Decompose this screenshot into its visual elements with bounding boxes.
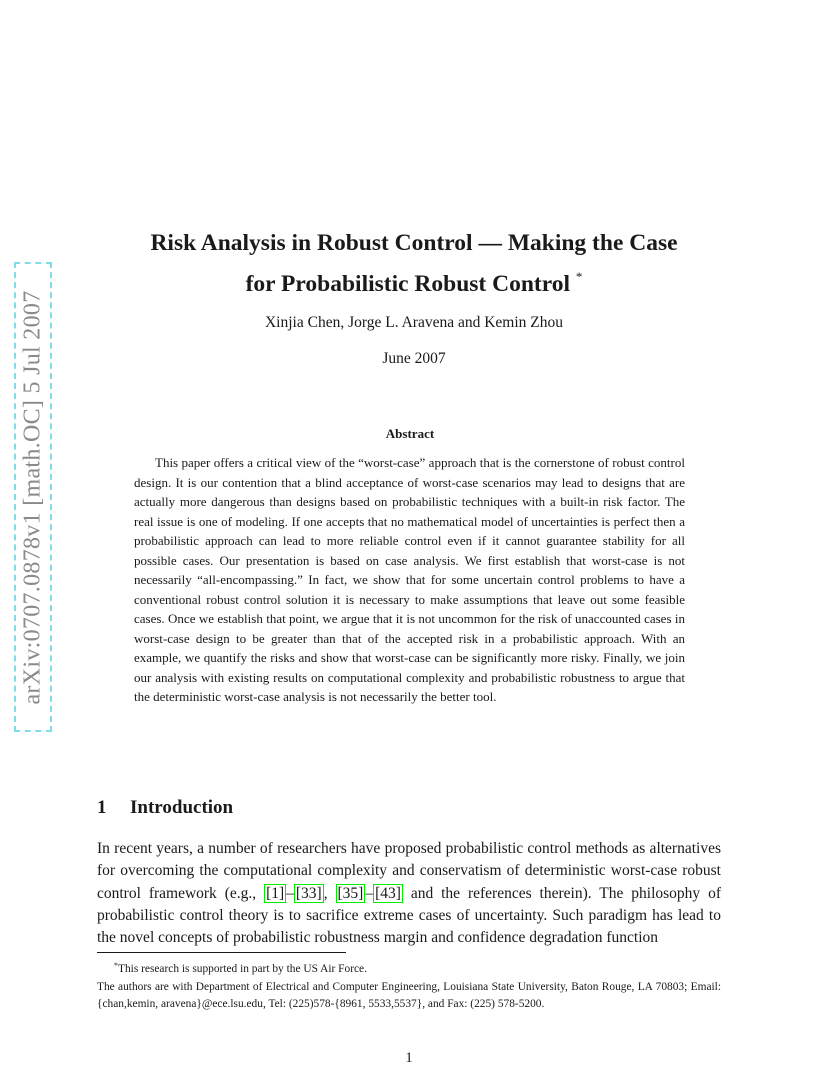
section-heading-introduction [97,797,233,819]
arxiv-identifier: arXiv:0707.0878v1 [math.OC] 5 Jul 2007 [19,289,46,705]
authors: Xinjia Chen, Jorge L. Aravena and Kemin Zhou [264,314,564,331]
intro-dash-2: – [365,884,374,902]
footnote-support [97,957,721,979]
footnote-affiliation: The authors are with Department of Electrical and Computer Engineering, Louisiana State University, Baton Rouge, LA 70803; Email: {chan,kemin, aravena}@ece.lsu.edu, Tel: (225)578-{8961, 5533,5537}, and Fax: (225) 578-5200. [97,980,721,1011]
page-number: 1 [405,1050,413,1066]
title-line-1: Risk Analysis in Robust Control — Making the Case [150,230,678,256]
arxiv-stamp [14,262,52,732]
intro-dash-1: – [286,884,294,902]
title-line-2 [0,260,828,301]
intro-text-1: In recent years, a number of researchers have proposed probabilistic control methods as alternatives for overcoming the computational complexity and conservatism of deterministic worst-case robust control framework (e.g., [97,840,721,902]
footnote-divider [97,952,346,953]
title-line-2-text: for Probabilistic Robust Control [245,271,571,297]
intro-text-2: and the references therein). The philosophy of probabilistic control theory is to sacrifice extreme cases of uncertainty. Such paradigm has lead to the novel concepts of probabilistic robustness margin and confidence degradation function [97,884,721,947]
footnote [97,957,721,1014]
footnote-support-text: This research is supported in part by the US Air Force. [118,963,367,975]
intro-comma: , [323,884,336,902]
publication-date: June 2007 [382,350,446,367]
footnote-mark: * [114,961,118,970]
section-title: Introduction [130,797,234,818]
introduction-paragraph [97,838,721,949]
section-number: 1 [97,797,107,818]
abstract-text: This paper offers a critical view of the “worst-case” approach that is the cornerstone of robust control design. It is our contention that a blind acceptance of worst-case scenarios may lead to designs that are actually more dangerous than designs based on probabilistic techniques with a built-in risk factor. The real issue is one of modeling. If one accepts that no mathematical model of uncertainties is perfect then a probabilistic approach can lead to more reliable control even if it cannot guarantee stability for all possible cases. Our presentation is based on case analysis. We first establish that worst-case is not necessarily “all-encompassing.” In fact, we show that for some uncertain control problems to have a conventional robust control solution it is necessary to make assumptions that leave out some feasible cases. Once we establish that point, we argue that it is not uncommon for the risk of unaccounted cases in worst-case design to be greater than that of the accepted risk in a probabilistic approach. With an example, we quantify the risks and show that worst-case can be significantly more risky. Finally, we join our analysis with existing results on computational complexity and probabilistic robustness to argue that the deterministic worst-case analysis is not necessarily the better tool. [134,455,685,704]
title-footnote-mark: * [575,269,583,284]
paper-title [0,226,828,301]
citation-link-1[interactable]: [1] [266,884,285,902]
citation-link-33[interactable]: [33] [295,884,322,902]
citation-link-43[interactable]: [43] [375,884,401,902]
citation-link-35[interactable]: [35] [337,884,364,902]
abstract-heading: Abstract [385,426,435,441]
